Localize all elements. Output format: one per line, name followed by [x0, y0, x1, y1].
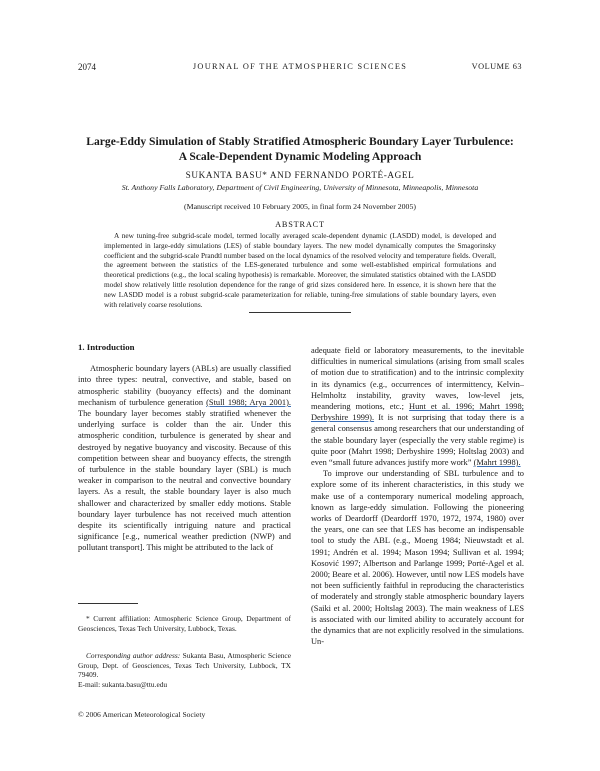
running-header — [78, 62, 522, 76]
abstract-divider — [249, 312, 351, 313]
citation-link[interactable]: Hunt et al. 1996; Mahrt 1998; Derbyshire 1999). — [311, 402, 524, 423]
section-heading: 1. Introduction — [78, 342, 135, 352]
author-list: SUKANTA BASU* AND FERNANDO PORTÉ-AGEL — [185, 170, 415, 180]
intro-paragraph-1-cont — [311, 345, 524, 468]
email-address: E-mail: sukanta.basu@ttu.edu — [78, 679, 168, 689]
affiliation: St. Anthony Falls Laboratory, Department of Civil Engineering, University of Minnesota, Minneapolis, Minnesota — [121, 183, 479, 192]
intro-paragraph-1 — [78, 363, 291, 553]
intro-text-b: The boundary layer becomes stably stratified whenever the underlying surface is colder than the air. Under this atmospheric condition, turbulence is generated by shear and destroyed by negative buoyancy and viscosity. Because of this competition between shear and buoyancy effects, the strength of turbulence in the stable boundary layer (SBL) is much weaker in comparison to the neutral and convective boundary layers. As a result, the stable boundary layer is also much shallower and characterized by smaller eddy motions. Stable boundary layer turbulence has not received much attention despite its scientifically intriguing nature and practical significance [e.g., numerical weather prediction (NWP) and pollutant transport]. This might be attributed to the lack of — [78, 409, 291, 553]
intro-paragraph-2: To improve our understanding of SBL turbulence and to explore some of its inherent characteristics, in this study we make use of a contemporary numerical modeling approach, known as large-eddy simulation. Following the pioneering works of Deardorff (Deardorff 1970, 1972, 1974, 1980) over the years, one can see that LES has become an indispensable tool to study the ABL (e.g., Moeng 1984; Nieuwstadt et al. 1991; Andrén et al. 1994; Mason 1994; Sullivan et al. 1994; Kosović 1997; Albertson and Parlange 1999; Porté-Agel et al. 2000; Beare et al. 2006). However, until now LES models have not been sufficiently faithful in reproducing the characteristics of moderately and strongly stable atmospheric boundary layers (Saiki et al. 2000; Holtslag 2003). The main weakness of LES is associated with our limited ability to accurately account for the dynamics that are not explicitly resolved in the simulations. Un- — [311, 469, 524, 647]
footnote-corresponding-author — [78, 651, 291, 689]
left-column — [78, 342, 291, 554]
citation-link[interactable]: (Mahrt 1998). — [473, 458, 521, 468]
abstract-body — [104, 231, 496, 309]
footnote-current-affiliation: * Current affiliation: Atmospheric Science Group, Department of Geosciences, Texas Tech University, Lubbock, Texas. — [78, 614, 291, 633]
corresponding-text: Sukanta Basu, Atmospheric Science Group, Dept. of Geosciences, Texas Tech University, Lubbock, TX 79409. — [78, 651, 291, 679]
page-number: 2074 — [78, 62, 96, 72]
title-line-1: Large-Eddy Simulation of Stably Stratified Atmospheric Boundary Layer Turbulence: — [86, 135, 514, 148]
cont-text-a: adequate field or laboratory measurements, to the inevitable difficulties in numerical simulations (arising from small scales of motion due to stratification) and to the intrinsic complexity in its dynamics (e.g., occurrences of intermittency, Kelvin–Helmholtz instability, gravity waves, low-level jets, meandering motions, etc.; — [311, 346, 524, 412]
copyright-notice: © 2006 American Meteorological Society — [78, 710, 206, 719]
cont-text-b: It is not surprising that today there is a general consensus among researchers that our understanding of the stable boundary layer (especially the very stable regime) is quite poor (Mahrt 1998; Derbyshire 1999; Holtslag 2003) and even “small future advances justify more work” — [311, 413, 524, 468]
right-column — [311, 345, 524, 647]
volume-number: VOLUME 63 — [471, 62, 522, 71]
citation-link[interactable]: (Stull 1988; Arya 2001). — [206, 397, 291, 407]
abstract-heading: ABSTRACT — [275, 220, 325, 229]
corresponding-label: Corresponding author address: — [86, 651, 181, 660]
abstract-text: A new tuning-free subgrid-scale model, termed locally averaged scale-dependent dynamic (LASDD) model, is developed and implemented in large-eddy simulations (LES) of stable boundary layers. The new model dynamically computes the Smagorinsky coefficient and the subgrid-scale Prandtl number based on the local dynamics of the resolved velocity and temperature fields. Overall, the agreement between the statistics of the LES-generated turbulence and some well-established empirical formulations and theoretical predictions (e.g., the local scaling hypothesis) is remarkable. Moreover, the simulated statistics obtained with the LASDD model show relatively little resolution dependence for the range of grid sizes considered here. In essence, it is shown here that the new LASDD model is a robust subgrid-scale parameterization for reliable, tuning-free simulations of stable boundary layers, even with relatively coarse resolutions. — [104, 231, 496, 309]
footnote-divider — [78, 603, 138, 604]
intro-text-a: Atmospheric boundary layers (ABLs) are usually classified into three types: neutral, convective, and stable, based on atmospheric stability (buoyancy effects) and the dominant mechanism of turbulence generation — [78, 364, 291, 407]
journal-name: JOURNAL OF THE ATMOSPHERIC SCIENCES — [192, 62, 408, 71]
manuscript-received: (Manuscript received 10 February 2005, in final form 24 November 2005) — [184, 202, 416, 211]
paper-title — [70, 134, 530, 164]
title-line-2: A Scale-Dependent Dynamic Modeling Approach — [178, 150, 422, 163]
